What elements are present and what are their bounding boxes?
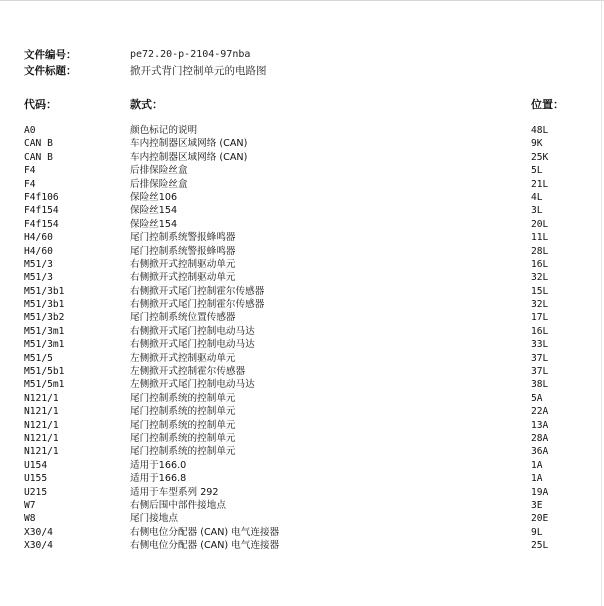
row-type: 保险丝106	[130, 191, 178, 203]
row-position: 17L	[531, 312, 549, 324]
row-type: 车内控制器区域网络 (CAN)	[130, 151, 248, 163]
row-position: 9L	[531, 526, 543, 538]
row-code: X30/4	[24, 526, 53, 538]
row-code: F4	[24, 178, 36, 190]
row-type: 尾门控制系统的控制单元	[130, 432, 236, 444]
row-position: 15L	[531, 285, 549, 297]
row-code: M51/5b1	[24, 366, 65, 378]
row-code: F4f154	[24, 205, 59, 217]
row-position: 33L	[531, 339, 549, 351]
row-code: X30/4	[24, 540, 53, 552]
row-type: 左侧掀开式控制驱动单元	[130, 352, 236, 364]
row-position: 1A	[531, 473, 543, 485]
row-type: 适用于166.0	[130, 459, 187, 471]
row-type: 右侧掀开式尾门控制霍尔传感器	[130, 285, 265, 297]
table-row	[0, 191, 604, 204]
row-type: 左侧掀开式控制霍尔传感器	[130, 366, 246, 378]
row-code: F4f154	[24, 218, 59, 230]
row-type: 车内控制器区域网络 (CAN)	[130, 138, 248, 150]
row-code: CAN B	[24, 138, 53, 150]
row-code: M51/5m1	[24, 379, 65, 391]
row-position: 3E	[531, 499, 543, 511]
row-position: 32L	[531, 272, 549, 284]
row-position: 36A	[531, 446, 549, 458]
table-row	[0, 258, 604, 271]
row-type: 右侧掀开式尾门控制电动马达	[130, 325, 255, 337]
component-table	[0, 124, 604, 553]
table-row	[0, 271, 604, 284]
row-code: M51/3	[24, 272, 53, 284]
row-position: 37L	[531, 366, 549, 378]
table-row	[0, 338, 604, 351]
row-position: 25K	[531, 151, 549, 163]
column-header-type: 款式：	[130, 98, 163, 111]
row-position: 38L	[531, 379, 549, 391]
table-row	[0, 137, 604, 150]
row-type: 尾门控制系统的控制单元	[130, 392, 236, 404]
row-code: CAN B	[24, 151, 53, 163]
row-type: 右侧掀开式控制驱动单元	[130, 272, 236, 284]
table-row	[0, 432, 604, 445]
row-code: H4/60	[24, 245, 53, 257]
row-code: M51/3b1	[24, 285, 65, 297]
row-position: 48L	[531, 125, 549, 136]
table-row	[0, 378, 604, 391]
table-row	[0, 204, 604, 217]
table-row	[0, 124, 604, 137]
table-row	[0, 499, 604, 512]
row-type: 尾门控制系统位置传感器	[130, 312, 236, 324]
table-row	[0, 445, 604, 458]
table-row	[0, 539, 604, 552]
table-row	[0, 486, 604, 499]
top-border	[0, 0, 604, 1]
row-type: 尾门控制系统的控制单元	[130, 446, 236, 458]
table-row	[0, 285, 604, 298]
row-position: 1A	[531, 459, 543, 471]
row-type: 右侧掀开式尾门控制霍尔传感器	[130, 299, 265, 311]
table-row	[0, 405, 604, 418]
table-row	[0, 298, 604, 311]
row-code: N121/1	[24, 406, 59, 418]
row-code: M51/3	[24, 258, 53, 270]
row-type: 后排保险丝盒	[130, 178, 188, 190]
row-position: 20L	[531, 218, 549, 230]
row-position: 25L	[531, 540, 549, 552]
row-type: 尾门接地点	[130, 513, 178, 525]
row-code: W7	[24, 499, 36, 511]
column-header-code: 代码：	[24, 98, 57, 111]
row-type: 右侧掀开式尾门控制电动马达	[130, 339, 255, 351]
row-position: 28L	[531, 245, 549, 257]
table-row	[0, 365, 604, 378]
row-code: U154	[24, 459, 48, 471]
table-row	[0, 245, 604, 258]
table-row	[0, 419, 604, 432]
table-row	[0, 231, 604, 244]
row-code: H4/60	[24, 232, 53, 244]
row-type: 尾门控制系统警报蜂鸣器	[130, 245, 236, 257]
row-type: 右侧电位分配器 (CAN) 电气连接器	[130, 526, 280, 538]
table-row	[0, 392, 604, 405]
row-type: 保险丝154	[130, 218, 178, 230]
doc-title-value: 掀开式背门控制单元的电路图	[130, 65, 267, 77]
row-code: N121/1	[24, 419, 59, 431]
row-position: 28A	[531, 432, 549, 444]
row-code: F4	[24, 165, 36, 177]
row-code: A0	[24, 125, 36, 136]
doc-number-label: 文件编号：	[24, 49, 77, 61]
row-type: 尾门控制系统的控制单元	[130, 419, 236, 431]
row-code: M51/3m1	[24, 339, 65, 351]
row-position: 22A	[531, 406, 549, 418]
column-header-position: 位置：	[531, 98, 564, 111]
row-type: 左侧掀开式尾门控制电动马达	[130, 379, 255, 391]
row-type: 颜色标记的说明	[130, 125, 198, 136]
table-row	[0, 325, 604, 338]
table-row	[0, 459, 604, 472]
row-code: M51/3m1	[24, 325, 65, 337]
row-position: 5A	[531, 392, 543, 404]
table-row	[0, 472, 604, 485]
doc-title-label: 文件标题：	[24, 65, 77, 77]
row-position: 32L	[531, 299, 549, 311]
table-row	[0, 352, 604, 365]
row-position: 3L	[531, 205, 543, 217]
row-position: 4L	[531, 191, 543, 203]
row-code: U215	[24, 486, 48, 498]
row-position: 9K	[531, 138, 543, 150]
row-position: 16L	[531, 325, 549, 337]
row-position: 20E	[531, 513, 549, 525]
table-row	[0, 151, 604, 164]
table-row	[0, 218, 604, 231]
table-row	[0, 164, 604, 177]
row-type: 保险丝154	[130, 205, 178, 217]
row-type: 尾门控制系统警报蜂鸣器	[130, 232, 236, 244]
row-position: 37L	[531, 352, 549, 364]
row-type: 右侧电位分配器 (CAN) 电气连接器	[130, 540, 280, 552]
row-code: M51/3b1	[24, 299, 65, 311]
row-code: U155	[24, 473, 48, 485]
row-position: 13A	[531, 419, 549, 431]
row-code: F4f106	[24, 191, 59, 203]
row-position: 19A	[531, 486, 549, 498]
row-code: W8	[24, 513, 36, 525]
row-type: 尾门控制系统的控制单元	[130, 406, 236, 418]
row-code: M51/5	[24, 352, 53, 364]
row-code: M51/3b2	[24, 312, 65, 324]
table-row	[0, 512, 604, 525]
row-code: N121/1	[24, 392, 59, 404]
row-type: 适用于车型系列 292	[130, 486, 219, 498]
table-row	[0, 526, 604, 539]
row-position: 11L	[531, 232, 549, 244]
row-type: 适用于166.8	[130, 473, 187, 485]
row-type: 右侧掀开式控制驱动单元	[130, 258, 236, 270]
doc-number-value: pe72.20-p-2104-97nba	[130, 49, 251, 60]
row-position: 21L	[531, 178, 549, 190]
row-type: 右侧后围中部件接地点	[130, 499, 226, 511]
row-type: 后排保险丝盒	[130, 165, 188, 177]
table-row	[0, 178, 604, 191]
row-code: N121/1	[24, 446, 59, 458]
row-position: 5L	[531, 165, 543, 177]
table-row	[0, 311, 604, 324]
row-position: 16L	[531, 258, 549, 270]
row-code: N121/1	[24, 432, 59, 444]
